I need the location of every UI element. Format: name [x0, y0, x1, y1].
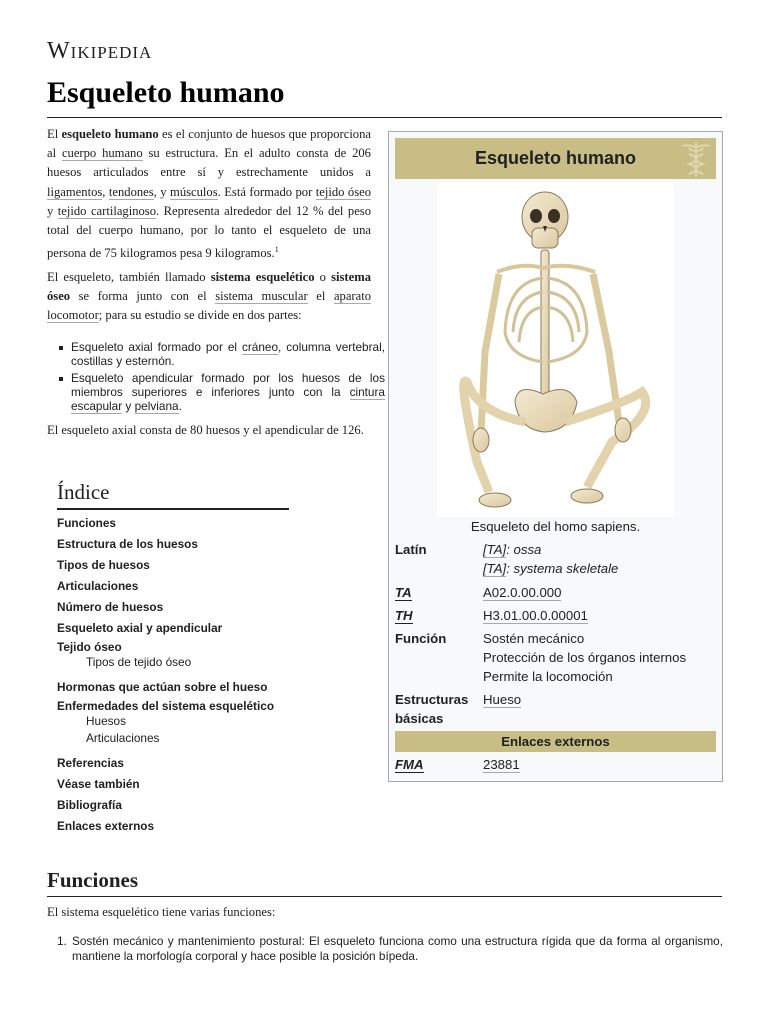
infobox-row-funcion	[395, 629, 716, 689]
toc-item-enfermedades[interactable]: Enfermedades del sistema esquelético	[57, 699, 275, 713]
toc-item-funciones[interactable]: Funciones	[57, 516, 116, 530]
link-pelviana[interactable]: pelviana	[134, 399, 179, 413]
infobox-row-fma	[395, 755, 716, 776]
link-ta[interactable]: [TA]	[483, 542, 507, 557]
infobox-section-enlaces: Enlaces externos	[395, 731, 716, 752]
infobox-row-th	[395, 606, 716, 627]
link-musculos[interactable]: músculos	[170, 184, 218, 199]
link-terminologia-histologica[interactable]: TH	[395, 608, 413, 623]
toc-item-tejido-oseo[interactable]: Tejido óseo	[57, 640, 122, 654]
toc-subitem-articulaciones[interactable]: Articulaciones	[86, 731, 160, 745]
link-tejido-cartilaginoso[interactable]: tejido cartilaginoso	[57, 203, 157, 218]
link-fma-code[interactable]: 23881	[483, 757, 520, 772]
latin-value: [TA]: ossa [TA]: systema skeletale	[483, 542, 619, 576]
infobox-row-ta	[395, 583, 716, 604]
skeleton-image[interactable]	[437, 182, 674, 517]
fma-value	[483, 755, 716, 774]
toc-item-hormonas[interactable]: Hormonas que actúan sobre el hueso	[57, 680, 268, 694]
section-divider	[47, 896, 722, 897]
toc-divider	[57, 508, 289, 510]
toc-subitem-huesos[interactable]: Huesos	[86, 714, 126, 728]
link-ta[interactable]: [TA]	[483, 561, 507, 576]
latin-label: Latín	[395, 542, 427, 557]
ta-value	[483, 583, 716, 602]
paragraph-bone-count: El esqueleto axial consta de 80 huesos y el apendicular de 126.	[47, 423, 364, 437]
infobox	[388, 131, 723, 782]
division-list	[57, 340, 385, 416]
infobox-row-latin	[395, 540, 716, 580]
lead-paragraph: El esqueleto humano es el conjunto de huesos que proporciona al cuerpo humano su estructura. En el adulto consta de 206 huesos articulados entre sí y estrechamente unidos a ligamentos, tendones, y músculos. Está formado por tejido óseo y tejido cartilaginoso. Representa alrededor del 12 % del peso total del cuerpo humano, por lo tanto el esqueleto de una persona de 75 kilogramos pesa 9 kilogramos.$^1$	[47, 127, 371, 261]
caduceus-icon	[678, 140, 714, 178]
funcion-label: Función	[395, 631, 447, 646]
link-ta-code[interactable]: A02.0.00.000	[483, 585, 562, 600]
toc-item-axial-apendicular[interactable]: Esqueleto axial y apendicular	[57, 621, 223, 635]
link-cintura-escapular[interactable]: cintura escapular	[71, 385, 385, 413]
link-terminologia-anatomica[interactable]: TA	[395, 585, 412, 600]
list-item: 1. Sostén mecánico y mantenimiento postural: El esqueleto funciona como una estructura rígida que da forma al organismo, mantiene la morfología corporal y hace posible la posición bípeda.	[57, 934, 723, 963]
list-item: Esqueleto axial formado por el cráneo, columna vertebral, costillas y esternón.	[71, 340, 385, 368]
toc-item-vease-tambien[interactable]: Véase también	[57, 777, 140, 791]
link-ligamentos[interactable]: ligamentos	[47, 184, 103, 199]
infobox-title: Esqueleto humano	[395, 138, 716, 179]
link-cuerpo-humano[interactable]: cuerpo humano	[61, 146, 143, 161]
toc-item-referencias[interactable]: Referencias	[57, 756, 124, 770]
link-hueso[interactable]: Hueso	[483, 692, 522, 707]
link-th-code[interactable]: H3.01.00.0.00001	[483, 608, 588, 623]
title-divider	[47, 117, 722, 118]
toc-item-tipos-huesos[interactable]: Tipos de huesos	[57, 558, 150, 572]
toc-subitem-tipos-tejido[interactable]: Tipos de tejido óseo	[86, 655, 192, 669]
fma-label	[395, 755, 479, 774]
link-craneo[interactable]: cráneo	[241, 340, 279, 354]
estructuras-value	[483, 690, 716, 709]
reference-link[interactable]: 1	[274, 245, 279, 255]
estructuras-label: Estructuras básicas	[395, 692, 469, 726]
paragraph-sistema-oseo: El esqueleto, también llamado sistema esquelético o sistema óseo se forma junto con el sistema muscular el aparato locomotor; para su estudio se divide en dos partes:	[47, 270, 371, 323]
toc-item-bibliografia[interactable]: Bibliografía	[57, 798, 122, 812]
link-sistema-muscular[interactable]: sistema muscular	[215, 289, 308, 304]
toc-item-numero-huesos[interactable]: Número de huesos	[57, 600, 164, 614]
ta-label	[395, 583, 479, 602]
section-heading-funciones: Funciones	[47, 868, 139, 892]
funciones-intro: El sistema esquelético tiene varias funciones:	[47, 905, 276, 919]
link-tendones[interactable]: tendones	[108, 184, 154, 199]
toc-heading: Índice	[57, 480, 110, 504]
toc-item-articulaciones[interactable]: Articulaciones	[57, 579, 139, 593]
link-aparato-locomotor[interactable]: aparato locomotor	[47, 289, 371, 323]
list-item: Esqueleto apendicular formado por los huesos de los miembros superiores e inferiores junto con la cintura escapular y pelviana.	[71, 371, 385, 413]
funciones-list	[57, 934, 723, 964]
toc-item-estructura[interactable]: Estructura de los huesos	[57, 537, 198, 551]
infobox-row-estructuras	[395, 690, 716, 730]
funcion-values: Sostén mecánico Protección de los órganos internos Permite la locomoción	[483, 631, 687, 684]
page-title: Esqueleto humano	[47, 76, 285, 109]
link-fma[interactable]: FMA	[395, 757, 424, 772]
link-tejido-oseo[interactable]: tejido óseo	[315, 184, 371, 199]
th-value	[483, 606, 716, 625]
toc-item-enlaces-externos[interactable]: Enlaces externos	[57, 819, 155, 833]
th-label	[395, 606, 479, 625]
infobox-caption: Esqueleto del homo sapiens.	[470, 519, 641, 534]
wikipedia-wordmark: Wikipedia	[47, 38, 153, 64]
table-of-contents	[57, 514, 357, 838]
